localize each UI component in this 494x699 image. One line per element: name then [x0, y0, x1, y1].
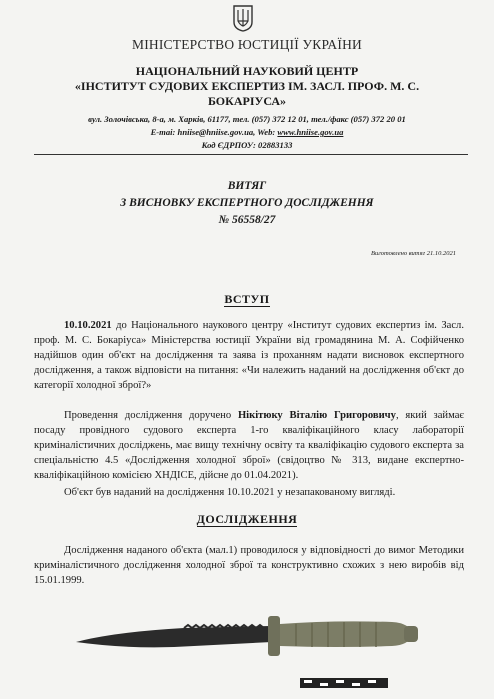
document-number: № 56558/27 [218, 214, 276, 226]
section-heading-intro [0, 292, 494, 307]
header-divider [34, 154, 468, 155]
contact-line [0, 127, 494, 137]
knife-guard [268, 616, 280, 656]
paragraph-object-received: Об'єкт був наданий на дослідження 10.10.2021 у незапакованому вигляді. [64, 487, 396, 498]
scale-ruler [300, 676, 388, 690]
knife-handle [280, 621, 412, 647]
paragraph-intro [34, 318, 464, 393]
section-heading-research-text: ДОСЛІДЖЕННЯ [196, 512, 298, 526]
center-name-line3: БОКАРІУСА» [207, 94, 287, 108]
trident-coat-of-arms-icon [232, 4, 254, 32]
paragraph-intro-text: до Національного наукового центру «Інститут судових експертиз ім. Засл. проф. М. С. Бокаріуса» Міністерства юстиції України від громадянина М. А. Софійченко надійшов один об'єкт на дослідження та заява із проханням надати висновок експертного дослідження, а також відповісти на питання: «Чи належить наданий на дослідження об'єкт до категорії холодної зброї?» [34, 320, 464, 391]
center-name-line1: НАЦІОНАЛЬНИЙ НАУКОВИЙ ЦЕНТР [135, 64, 359, 78]
email-text: E-mai: hniise@hniise.gov.ua, Web: [150, 127, 278, 137]
knife-photo [74, 598, 424, 668]
paragraph-expert-a: Проведення дослідження доручено [64, 410, 238, 421]
knife-pommel [404, 626, 418, 642]
paragraph-expert-b: , який займає посаду провідного судового експерта 1-го кваліфікаційного класу лабораторії криміналістичних досліджень, має вищу технічну освіту та кваліфікацію судового експерта за спеціальністю 4.5 «Дослідження холодної зброї» (свідоцтво № 313, видане експертно-кваліфікаційною комісією ХНДІСЕ, дійсне до 01.04.2021). [34, 410, 464, 481]
section-heading-intro-text: ВСТУП [224, 292, 270, 306]
center-name-line2: «ІНСТИТУТ СУДОВИХ ЕКСПЕРТИЗ ІМ. ЗАСЛ. ПРОФ. М. С. [74, 79, 420, 93]
receipt-date: 10.10.2021 [64, 320, 112, 331]
document-title: ВИТЯГ [227, 180, 267, 192]
expert-name: Нікітюку Віталію Григоровичу [237, 410, 396, 421]
ministry-name: МІНІСТЕРСТВО ЮСТИЦІЇ УКРАЇНИ [132, 37, 362, 52]
web-link[interactable]: www.hniise.gov.ua [277, 127, 344, 137]
section-heading-research [0, 512, 494, 527]
document-subtitle: З ВИСНОВКУ ЕКСПЕРТНОГО ДОСЛІДЖЕННЯ [120, 197, 374, 209]
edrpou-code: Код ЄДРПОУ: 02883133 [201, 140, 293, 150]
address-line: вул. Золочівська, 8-а, м. Харків, 61177, тел. (057) 372 12 01, тел./факс (057) 372 20 01 [88, 114, 406, 124]
issued-date-note: Виготовлено витяг 21.10.2021 [370, 250, 456, 257]
paragraph-research: Дослідження наданого об'єкта (мал.1) проводилося у відповідності до вимог Методики криміналістичного дослідження холодної зброї та конструктивно схожих з нею виробів від 15.01.1999. [34, 545, 464, 586]
knife-blade [76, 626, 272, 647]
paragraph-expert [34, 408, 464, 483]
